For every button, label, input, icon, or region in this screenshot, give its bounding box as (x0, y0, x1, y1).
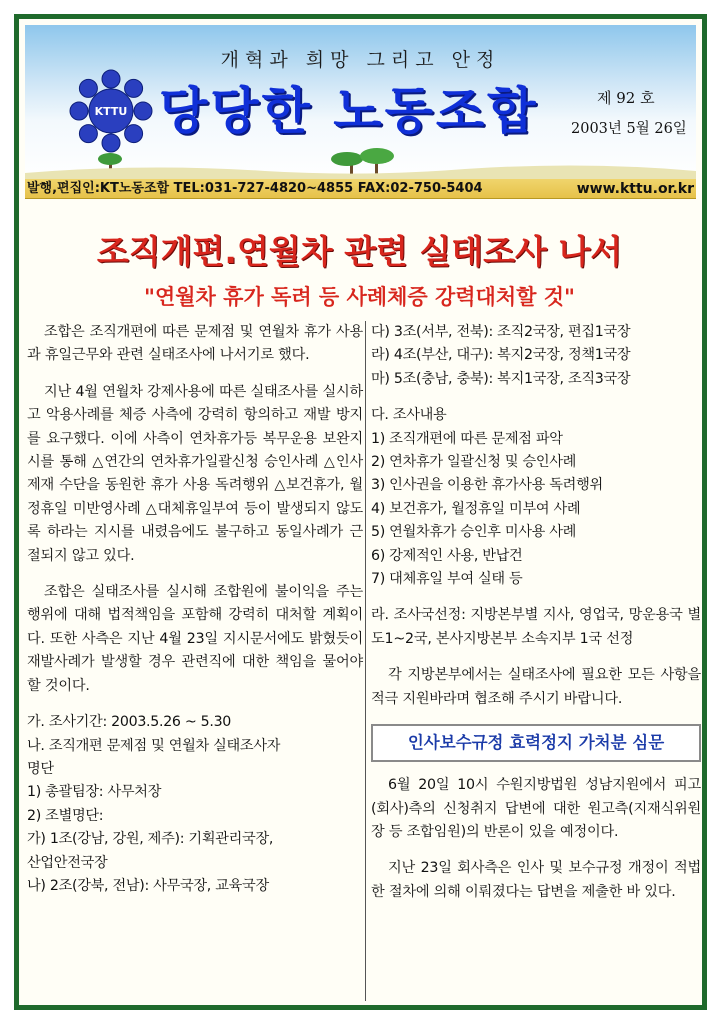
left-column (27, 321, 363, 898)
list-line: 가. 조사기간: 2003.5.26 ~ 5.30 (27, 714, 232, 731)
list-line: 나. 조직개편 문제점 및 연월차 실태조사자 (27, 737, 281, 754)
paragraph-selection: 라. 조사국선정: 지방본부별 지사, 영업국, 망운용국 별도1~2국, 본사지방본부 소속지부 1국 선정 (371, 607, 701, 647)
list-line: 가) 1조(강남, 강원, 제주): 기획관리국장, (27, 831, 274, 848)
subheadline: "연월차 휴가 독려 등 사례체증 강력대처할 것" (144, 285, 575, 309)
newsletter-page (14, 14, 707, 1010)
survey-line: 5) 연월차휴가 승인후 미사용 사례 (371, 524, 577, 541)
section-box-title: 인사보수규정 효력정지 가처분 심문 (371, 724, 701, 762)
team-line: 마) 5조(충남, 충북): 복지1국장, 조직3국장 (371, 370, 631, 387)
team-line: 다) 3조(서부, 전북): 조직2국장, 편집1국장 (371, 324, 631, 340)
survey-line: 3) 인사권을 이용한 휴가사용 독려행위 (371, 477, 603, 494)
list-line: 나) 2조(강북, 전남): 사무국장, 교육국장 (27, 877, 269, 894)
masthead (25, 25, 696, 179)
paragraph-support: 각 지방본부에서는 실태조사에 필요한 모든 사항을 적극 지원바라며 협조해 주시기 바랍니다. (371, 667, 701, 707)
logo-text: KTTU (94, 105, 128, 118)
survey-line: 4) 보건휴가, 월정휴일 미부여 사례 (371, 500, 581, 517)
website-link[interactable]: www.kttu.or.kr (576, 181, 694, 197)
survey-line: 2) 연차휴가 일괄신청 및 승인사례 (371, 454, 577, 471)
survey-line: 7) 대체휴일 부여 실태 등 (371, 571, 523, 588)
right-column (371, 321, 701, 917)
paragraph-hearing: 6월 20일 10시 수원지방법원 성남지원에서 피고(회사)측의 신청취지 답변에 대한 원고측(지재식위원장 등 조합임원)의 반론이 있을 예정이다. (371, 777, 701, 840)
paragraph-background: 지난 4월 연월차 강제사용에 따른 실태조사를 실시하고 악용사례를 체증 사측에 강력히 항의하고 재발 방지를 요구했다. 이에 사측이 연차휴가등 복무운용 보완지시를 통해 △연간의 연차휴가일괄신청 승인사례 △인사제재 수단을 동원한 휴가 사용 독려행위 △보건휴가, 월정휴일 미반영사례 △대체휴일부여 등이 발생되지 않도록 하라는 지시를 내렸음에도 불구하고 동일사례가 근절되지 않고 있다. (27, 383, 363, 564)
paper-title: 당당한 노동조합 (159, 82, 539, 140)
list-line: 1) 총괄팀장: 사무처장 (27, 784, 162, 801)
slogan: 개혁과 희망 그리고 안정 (220, 49, 501, 71)
survey-line: 다. 조사내용 (371, 407, 447, 424)
team-line: 라) 4조(부산, 대구): 복지2국장, 정책1국장 (371, 347, 631, 364)
issue-date: 2003년 5월 26일 (571, 121, 687, 137)
publisher-info: 발행,편집인:KT노동조합 TEL:031-727-4820~4855 FAX:02-750-5404 (27, 181, 483, 196)
headline: 조직개편.연월차 관련 실태조사 나서 (96, 232, 623, 271)
publisher-bar (25, 179, 696, 199)
paragraph-plan: 조합은 실태조사를 실시해 조합원에 불이익을 주는 행위에 대해 법적책임을 포함해 강력히 대처할 계획이다. 또한 사측은 지난 4월 23일 지시문서에도 밝혔듯이 재발사례가 발생할 경우 관련직에 대한 책임을 물어야 할 것이다. (27, 584, 363, 694)
column-divider (365, 321, 366, 1001)
hills-decoration-icon (25, 163, 696, 179)
survey-line: 1) 조직개편에 따른 문제점 파악 (371, 430, 563, 447)
list-line: 명단 (27, 760, 54, 777)
paragraph-intro: 조합은 조직개편에 따른 문제점 및 연월차 휴가 사용과 휴일근무와 관련 실태조사에 나서기로 했다. (27, 324, 363, 364)
issue-number: 제 92 호 (597, 89, 655, 107)
list-line: 산업안전국장 (27, 854, 108, 871)
paragraph-company-reply: 지난 23일 회사측은 인사 및 보수규정 개정이 적법한 절차에 의해 이뤄졌다는 답변을 제출한 바 있다. (371, 860, 701, 900)
survey-line: 6) 강제적인 사용, 반납건 (371, 547, 523, 564)
list-line: 2) 조별명단: (27, 807, 104, 824)
